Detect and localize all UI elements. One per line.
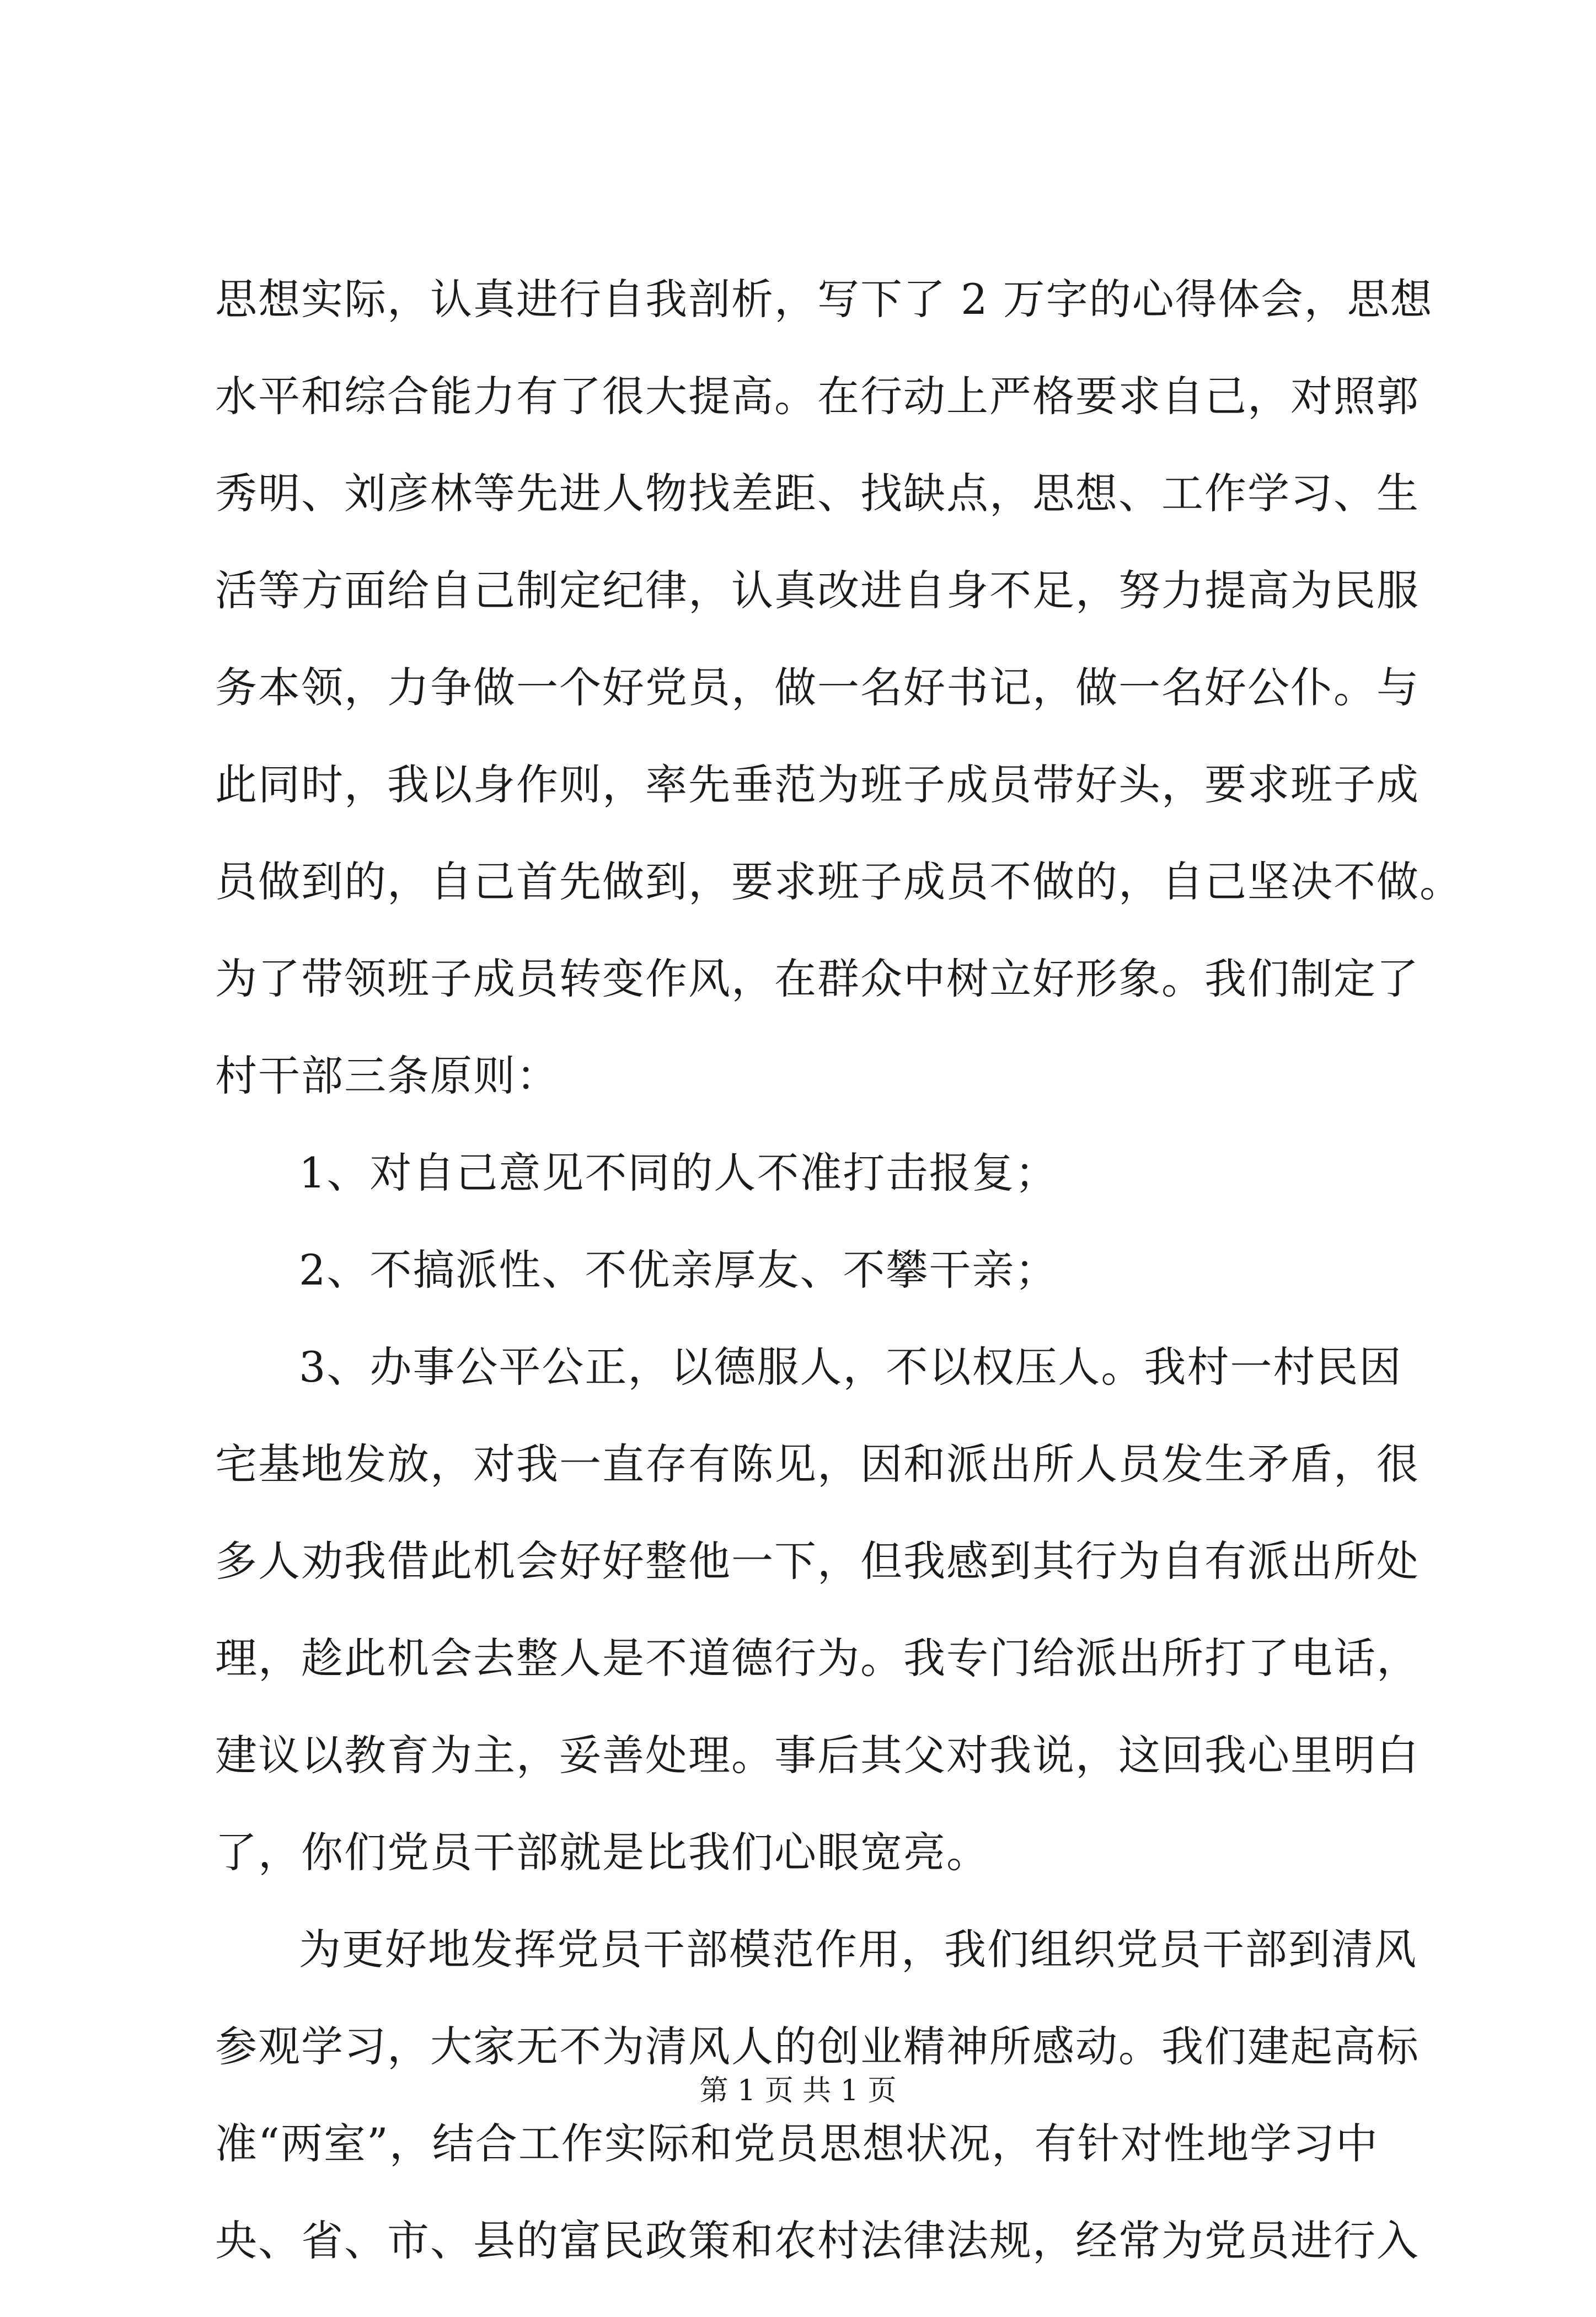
text-line: 思想实际，认真进行自我剖析，写下了 2 万字的心得体会，思想 [215, 275, 1433, 324]
text-line: 多人劝我借此机会好好整他一下，但我感到其行为自有派出所处 [215, 1537, 1420, 1586]
text-line: 活等方面给自己制定纪律，认真改进自身不足，努力提高为民服 [215, 566, 1420, 615]
text-line: 村干部三条原则： [215, 1051, 559, 1100]
text-line: 水平和综合能力有了很大提高。在行动上严格要求自己，对照郭 [215, 372, 1420, 421]
text-line: 宅基地发放，对我一直存有陈见，因和派出所人员发生矛盾，很 [215, 1440, 1420, 1489]
text-line: 务本领，力争做一个好党员，做一名好书记，做一名好公仆。与 [215, 663, 1420, 712]
document-body [215, 275, 1463, 2317]
text-line: 建议以教育为主，妥善处理。事后其父对我说，这回我心里明白 [215, 1731, 1420, 1780]
list-item: 1、对自己意见不同的人不准打击报复； [299, 1148, 1058, 1197]
text-line: 秀明、刘彦林等先进人物找差距、找缺点，思想、工作学习、生 [215, 469, 1420, 518]
text-line: 准“两室”，结合工作实际和党员思想状况，有针对性地学习中 [215, 2119, 1379, 2168]
text-line: 参观学习，大家无不为清风人的创业精神所感动。我们建起高标 [215, 2022, 1420, 2071]
list-item: 2、不搞派性、不优亲厚友、不攀干亲； [299, 1245, 1058, 1294]
list-item: 3、办事公平公正，以德服人，不以权压人。我村一村民因 [299, 1342, 1402, 1392]
text-line: 央、省、市、县的富民政策和农村法律法规，经常为党员进行入 [215, 2216, 1420, 2265]
text-line: 了，你们党员干部就是比我们心眼宽亮。 [215, 1828, 989, 1877]
text-line: 此同时，我以身作则，率先垂范为班子成员带好头，要求班子成 [215, 760, 1420, 809]
page-number-footer: 第 1 页 共 1 页 [699, 2074, 897, 2107]
paragraph-start-line: 为更好地发挥党员干部模范作用，我们组织党员干部到清风 [299, 1925, 1417, 1974]
text-line: 理，趁此机会去整人是不道德行为。我专门给派出所打了电话， [215, 1634, 1420, 1683]
text-line: 员做到的，自己首先做到，要求班子成员不做的，自己坚决不做。 [215, 857, 1463, 906]
text-line: 为了带领班子成员转变作风，在群众中树立好形象。我们制定了 [215, 954, 1420, 1003]
